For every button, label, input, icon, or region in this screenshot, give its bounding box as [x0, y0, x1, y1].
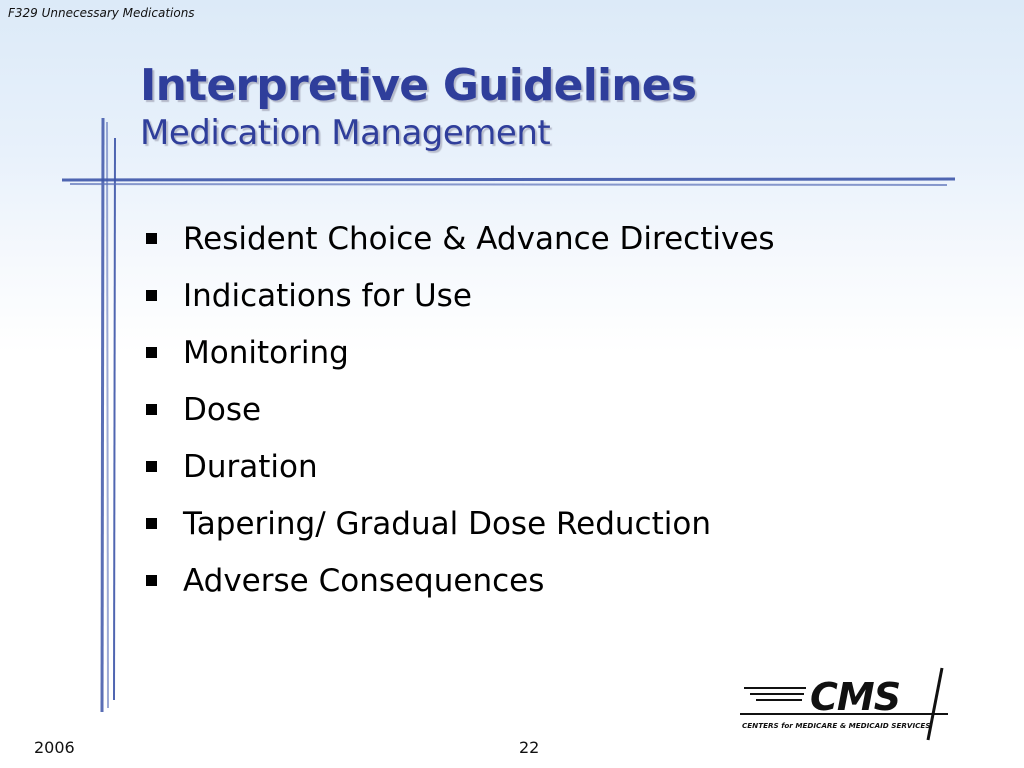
square-bullet-icon [146, 233, 157, 244]
logo-abbrev: CMS [810, 675, 901, 719]
square-bullet-icon [146, 461, 157, 472]
slide-title: Interpretive Guidelines [140, 60, 697, 111]
page-number: 22 [519, 738, 540, 757]
header-note: F329 Unnecessary Medications [8, 6, 195, 20]
bullet-text: Resident Choice & Advance Directives [183, 220, 775, 257]
cms-logo [736, 666, 952, 742]
square-bullet-icon [146, 404, 157, 415]
bullet-item [144, 438, 775, 495]
slide-subtitle: Medication Management [140, 113, 551, 153]
bullet-item [144, 267, 775, 324]
bullet-text: Duration [183, 448, 318, 485]
square-bullet-icon [146, 575, 157, 586]
square-bullet-icon [146, 347, 157, 358]
bullet-item [144, 552, 775, 609]
bullet-text: Monitoring [183, 334, 349, 371]
square-bullet-icon [146, 518, 157, 529]
bullet-item [144, 324, 775, 381]
footer-year: 2006 [34, 738, 75, 757]
bullet-text: Dose [183, 391, 262, 428]
horizontal-rule [62, 177, 955, 187]
title-block [140, 60, 696, 154]
square-bullet-icon [146, 290, 157, 301]
bullet-text: Indications for Use [183, 277, 472, 314]
logo-tagline: CENTERS for MEDICARE & MEDICAID SERVICES [742, 721, 931, 730]
bullet-text: Adverse Consequences [183, 562, 545, 599]
bullet-text: Tapering/ Gradual Dose Reduction [183, 505, 711, 542]
bullet-list [144, 210, 775, 609]
bullet-item [144, 495, 775, 552]
bullet-item [144, 381, 775, 438]
bullet-item [144, 210, 775, 267]
vertical-rule [98, 118, 120, 712]
